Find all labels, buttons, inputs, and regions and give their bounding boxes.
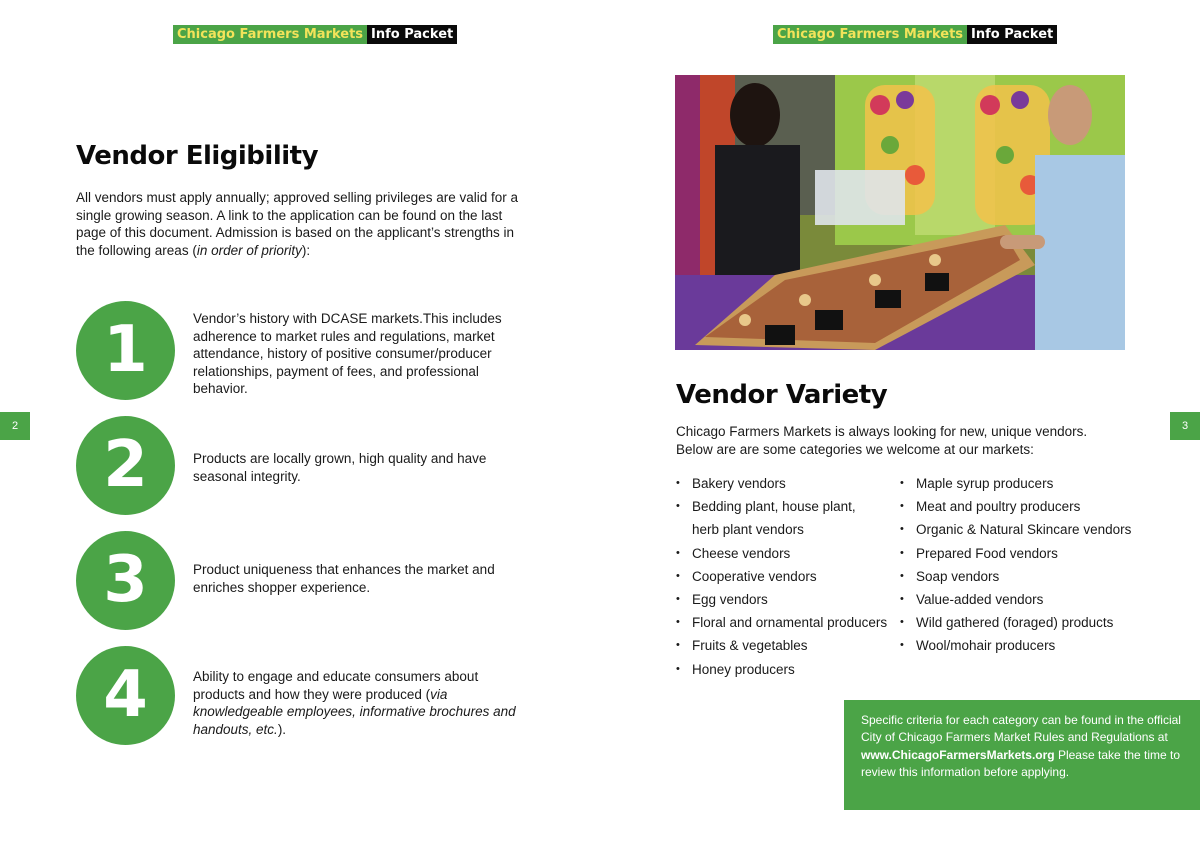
list-item: • Value-added vendors (900, 588, 1131, 611)
criteria-callout-box: Specific criteria for each category can be found in the official City of Chicago Farmers Market Rules and Regulations at www.ChicagoFarmersMarkets.org Please take the time to review this information before applying. (844, 700, 1200, 810)
list-item: herb plant vendors (692, 522, 804, 538)
list-item: • Honey producers (676, 658, 887, 681)
eligibility-intro: All vendors must apply annually; approved selling privileges are valid for a single growing season. A link to the application can be found on the last page of this document. Admission is based on the applicant’s strengths in the following areas (in order of priority): (76, 190, 518, 258)
vendor-categories-list-right (900, 472, 1131, 658)
list-item: • Egg vendors (676, 588, 887, 611)
vendor-variety-title: Vendor Variety (676, 380, 888, 410)
page-number-left: 2 (0, 412, 30, 440)
header-title: Chicago Farmers Markets (173, 25, 367, 44)
list-item: • Cooperative vendors (676, 565, 887, 588)
list-item: • Meat and poultry producers (900, 495, 1131, 518)
header-title: Chicago Farmers Markets (773, 25, 967, 44)
list-item: • Bakery vendors (676, 472, 887, 495)
list-item: • Floral and ornamental producers (676, 611, 887, 634)
header-subtitle: Info Packet (367, 25, 457, 44)
list-item: • Soap vendors (900, 565, 1131, 588)
criterion-text-3: Product uniqueness that enhances the market and enriches shopper experience. (193, 562, 495, 595)
list-item: • Prepared Food vendors (900, 542, 1131, 565)
page-header-left (173, 25, 457, 44)
header-subtitle: Info Packet (967, 25, 1057, 44)
criterion-text-1: Vendor’s history with DCASE markets.This includes adherence to market rules and regulations, market attendance, history of positive consumer/producer relationships, payment of fees, and professional behavior. (193, 311, 502, 396)
variety-intro: Chicago Farmers Markets is always looking for new, unique vendors. Below are are some categories we welcome at our markets: (676, 424, 1088, 457)
page-number-right: 3 (1170, 412, 1200, 440)
list-item: • Fruits & vegetables (676, 634, 887, 657)
criterion-text-4: Ability to engage and educate consumers about products and how they were produced (via knowledgeable employees, informative brochures and handouts, etc.). (193, 669, 516, 737)
list-item: • Cheese vendors (676, 542, 887, 565)
website-link[interactable]: www.ChicagoFarmersMarkets.org (861, 747, 1055, 762)
criterion-number-4: 4 (76, 646, 175, 745)
list-item: • Wool/mohair producers (900, 634, 1131, 657)
criterion-number-1: 1 (76, 301, 175, 400)
list-item: • Wild gathered (foraged) products (900, 611, 1131, 634)
list-item: • Maple syrup producers (900, 472, 1131, 495)
page-header-right (773, 25, 1057, 44)
list-item: • Bedding plant, house plant, (676, 495, 887, 518)
vendor-eligibility-title: Vendor Eligibility (76, 141, 319, 171)
criterion-text-2: Products are locally grown, high quality and have seasonal integrity. (193, 451, 487, 484)
vendor-categories-list-left (676, 472, 887, 681)
criterion-number-3: 3 (76, 531, 175, 630)
criterion-number-2: 2 (76, 416, 175, 515)
list-item: • Organic & Natural Skincare vendors (900, 518, 1131, 541)
market-stall-photo (675, 75, 1125, 350)
